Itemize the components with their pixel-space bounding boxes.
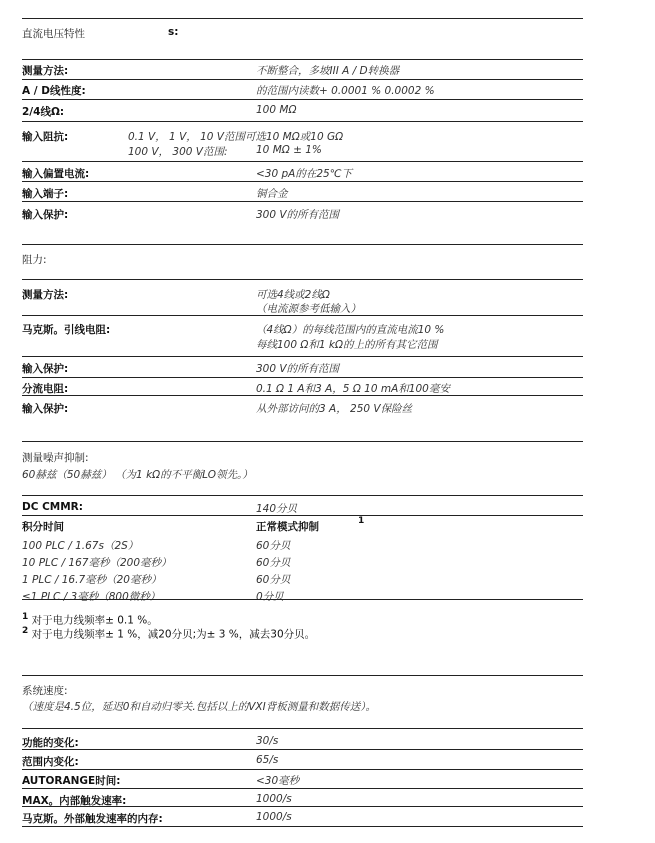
row-label: 测量方法: xyxy=(22,289,69,301)
row-label: 马克斯。引线电阻: xyxy=(22,324,111,336)
row-label: 输入保护: xyxy=(22,363,69,375)
divider xyxy=(22,201,583,202)
dc-cmmr-label: DC CMMR: xyxy=(22,501,83,513)
row-value: 的范围内读数+ 0.0001 % 0.0002 % xyxy=(256,85,435,97)
row-value: <30毫秒 xyxy=(256,775,300,787)
table-cell-time: 10 PLC / 167毫秒（200毫秒） xyxy=(22,557,172,569)
divider xyxy=(22,181,583,182)
row-label: 输入保护: xyxy=(22,209,69,221)
divider xyxy=(22,599,583,600)
section-title-suffix: s: xyxy=(168,26,179,38)
row-value: 1000/s xyxy=(256,793,292,805)
divider xyxy=(22,161,583,162)
divider xyxy=(22,441,583,442)
section-title-resistance: 阻力: xyxy=(22,254,47,266)
divider xyxy=(22,495,583,496)
footnote-text: 对于电力线频率± 0.1 %。 xyxy=(31,614,158,627)
row-value: 可选4线或2线Ω xyxy=(256,289,330,301)
divider xyxy=(22,79,583,80)
footnote xyxy=(22,626,315,642)
divider xyxy=(22,59,583,60)
divider xyxy=(22,728,583,729)
divider xyxy=(22,356,583,357)
row-label: 输入保护: xyxy=(22,403,69,415)
divider xyxy=(22,18,583,19)
table-cell-rejection: 0分贝 xyxy=(256,591,284,603)
row-label: 2/4线Ω: xyxy=(22,106,65,118)
divider xyxy=(22,121,583,122)
row-label: 测量方法: xyxy=(22,65,69,77)
section-subtitle-noise: 60赫兹（50赫兹） （为1 kΩ的不平衡LO领先。） xyxy=(22,469,253,481)
row-label: 范围内变化: xyxy=(22,756,79,768)
table-cell-time: 100 PLC / 1.67s（2S） xyxy=(22,540,139,552)
divider xyxy=(22,788,583,789)
divider xyxy=(22,377,583,378)
row-value: 每线100 Ω和1 kΩ的上的所有其它范围 xyxy=(256,339,438,351)
footnote-marker: 1 xyxy=(22,612,29,622)
table-header-footnote: 1 xyxy=(358,516,365,526)
section-subtitle-speed: （速度是4.5位，延迟0和自动归零关.包括以上的VXI背板测量和数据传送）。 xyxy=(22,701,376,713)
divider xyxy=(22,515,583,516)
table-cell-time: ≤1 PLC / 3毫秒（800微秒） xyxy=(22,591,161,603)
row-label: AUTORANGE时间: xyxy=(22,775,121,787)
row-value: 30/s xyxy=(256,735,279,747)
table-cell-rejection: 60分贝 xyxy=(256,574,291,586)
row-value: 300 V的所有范围 xyxy=(256,363,340,375)
table-cell-time: 1 PLC / 16.7毫秒（20毫秒） xyxy=(22,574,162,586)
section-title-dc-voltage: 直流电压特性 xyxy=(22,28,85,40)
row-label: 输入端子: xyxy=(22,188,69,200)
row-value: 10 MΩ ± 1% xyxy=(256,144,322,156)
divider xyxy=(22,244,583,245)
divider xyxy=(22,675,583,676)
divider xyxy=(22,279,583,280)
section-title-speed: 系统速度: xyxy=(22,685,68,697)
divider xyxy=(22,769,583,770)
row-label: 输入偏置电流: xyxy=(22,168,90,180)
row-value: 300 V的所有范围 xyxy=(256,209,340,221)
row-value: 不断整合，多坡III A / D转换器 xyxy=(256,65,400,77)
divider xyxy=(22,826,583,827)
row-label: 输入阻抗: xyxy=(22,131,69,143)
row-value: 从外部访问的3 A， 250 V保险丝 xyxy=(256,403,413,415)
row-value: （4线Ω）的每线范围内的直流电流10 % xyxy=(256,324,445,336)
row-value: 100 MΩ xyxy=(256,104,297,116)
table-header-rejection: 正常模式抑制 xyxy=(256,521,319,533)
row-value: 0.1 Ω 1 A和3 A，5 Ω 10 mA和100毫安 xyxy=(256,383,450,395)
divider xyxy=(22,806,583,807)
divider xyxy=(22,749,583,750)
row-value: 铜合金 xyxy=(256,188,288,200)
row-label: MAX。内部触发速率: xyxy=(22,795,127,807)
divider xyxy=(22,315,583,316)
table-header-time: 积分时间 xyxy=(22,521,64,533)
footnote-marker: 2 xyxy=(22,626,29,636)
table-cell-rejection: 60分贝 xyxy=(256,557,291,569)
section-title-noise: 测量噪声抑制: xyxy=(22,452,89,464)
footnote-text: 对于电力线频率± 1 %，减20分贝;为± 3 %，减去30分贝。 xyxy=(31,628,316,641)
row-value: 0.1 V， 1 V， 10 V范围可选10 MΩ或10 GΩ xyxy=(128,131,344,143)
row-label: 分流电阻: xyxy=(22,383,69,395)
dc-cmmr-value: 140分贝 xyxy=(256,503,298,515)
row-label: 马克斯。外部触发速率的内存: xyxy=(22,813,163,825)
row-label: 功能的变化: xyxy=(22,737,79,749)
table-cell-rejection: 60分贝 xyxy=(256,540,291,552)
row-label: A / D线性度: xyxy=(22,85,86,97)
divider xyxy=(22,395,583,396)
row-value: 65/s xyxy=(256,754,279,766)
row-value: 1000/s xyxy=(256,811,292,823)
row-value: <30 pA的在25℃下 xyxy=(256,168,352,180)
row-value: （电流源参考低输入） xyxy=(256,303,361,315)
divider xyxy=(22,99,583,100)
row-value: 100 V， 300 V范围: xyxy=(128,146,228,158)
